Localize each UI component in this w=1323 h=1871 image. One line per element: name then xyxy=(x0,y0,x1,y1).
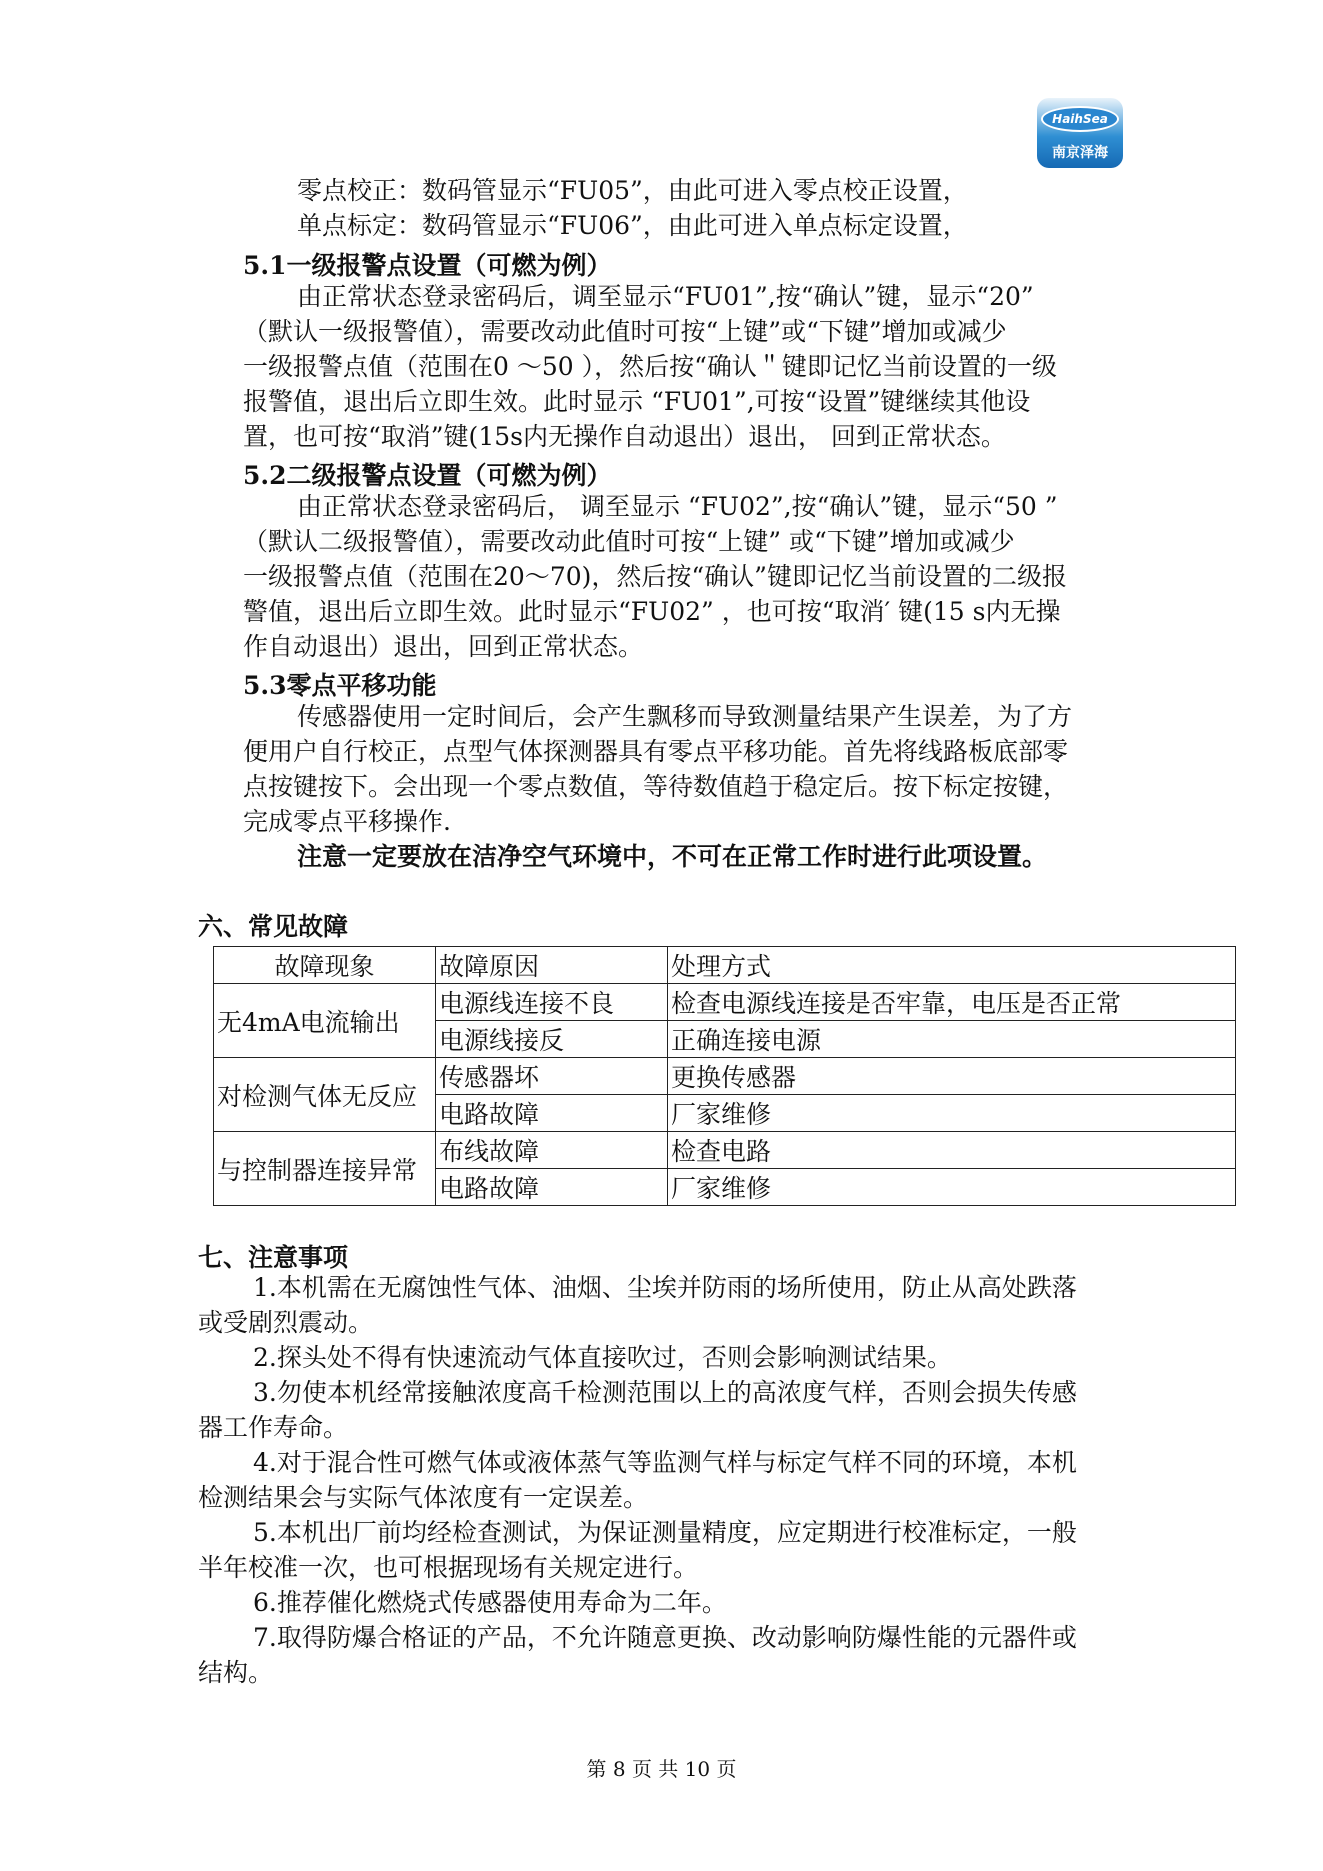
logo-company-name: 南京泽海 xyxy=(1052,145,1108,161)
table-row xyxy=(214,1058,1236,1095)
section-5-3-title: 5.3零点平移功能 xyxy=(243,671,437,700)
table-cell-solution: 厂家维修 xyxy=(668,1095,1236,1132)
notice-item-line: 5.本机出厂前均经检查测试，为保证测量精度，应定期进行校准标定，一般 xyxy=(253,1518,1077,1547)
table-cell-solution: 检查电源线连接是否牢靠，电压是否正常 xyxy=(668,984,1236,1021)
notice-item-line: 半年校准一次，也可根据现场有关规定进行。 xyxy=(198,1553,699,1582)
table-header-cell: 故障原因 xyxy=(436,947,668,984)
section-5-2-line: 作自动退出）退出，回到正常状态。 xyxy=(243,632,644,661)
fault-table xyxy=(213,946,1236,1206)
table-cell-cause: 电路故障 xyxy=(436,1095,668,1132)
section-5-1-line: 置，也可按“取消”键(15s内无操作自动退出）退出， 回到正常状态。 xyxy=(243,422,1006,451)
table-cell-cause: 电源线接反 xyxy=(436,1021,668,1058)
notice-item-line: 1.本机需在无腐蚀性气体、油烟、尘埃并防雨的场所使用，防止从高处跌落 xyxy=(253,1273,1077,1302)
table-cell-solution: 检查电路 xyxy=(668,1132,1236,1169)
section-5-1-line: 由正常状态登录密码后，调至显示“FU01”,按“确认”键，显示“20” xyxy=(297,282,1034,311)
notice-item-line: 4.对于混合性可燃气体或液体蒸气等监测气样与标定气样不同的环境，本机 xyxy=(253,1448,1077,1477)
notice-item-line: 2.探头处不得有快速流动气体直接吹过，否则会影响测试结果。 xyxy=(253,1343,952,1372)
table-cell-cause: 电路故障 xyxy=(436,1169,668,1206)
section-6-title: 六、常见故障 xyxy=(198,912,349,941)
table-cell-solution: 正确连接电源 xyxy=(668,1021,1236,1058)
table-cell-solution: 厂家维修 xyxy=(668,1169,1236,1206)
table-row xyxy=(214,984,1236,1021)
table-cell-symptom: 与控制器连接异常 xyxy=(214,1132,436,1206)
section-5-2-line: 一级报警点值（范围在20～70)，然后按“确认”键即记忆当前设置的二级报 xyxy=(243,562,1067,591)
zero-calibration-line: 零点校正：数码管显示“FU05”，由此可进入零点校正设置， xyxy=(297,176,968,205)
page-footer: 第 8 页 共 10 页 xyxy=(586,1757,737,1781)
section-5-3-line: 完成零点平移操作. xyxy=(243,807,451,836)
single-point-calibration-line: 单点标定：数码管显示“FU06”，由此可进入单点标定设置， xyxy=(297,211,968,240)
section-5-1-line: （默认一级报警值），需要改动此值时可按“上键”或“下键”增加或减少 xyxy=(243,317,1007,346)
section-5-3-line: 便用户自行校正，点型气体探测器具有零点平移功能。首先将线路板底部零 xyxy=(243,737,1069,766)
section-5-2-line: 由正常状态登录密码后， 调至显示 “FU02”,按“确认”键，显示“50 ” xyxy=(297,492,1058,521)
section-5-2-title: 5.2二级报警点设置（可燃为例） xyxy=(243,461,612,490)
section-5-2-line: 警值，退出后立即生效。此时显示“FU02” ，也可按“取消′ 键(15 s内无操 xyxy=(243,597,1061,626)
table-cell-symptom: 无4mA电流输出 xyxy=(214,984,436,1058)
section-5-3-note: 注意一定要放在洁净空气环境中，不可在正常工作时进行此项设置。 xyxy=(297,842,1048,871)
section-5-3-line: 传感器使用一定时间后，会产生飘移而导致测量结果产生误差，为了方 xyxy=(297,702,1073,731)
section-5-3-line: 点按键按下。会出现一个零点数值，等待数值趋于稳定后。按下标定按键， xyxy=(243,772,1069,801)
notice-item-line: 3.勿使本机经常接触浓度高千检测范围以上的高浓度气样，否则会损失传感 xyxy=(253,1378,1077,1407)
notice-item-line: 结构。 xyxy=(198,1658,274,1687)
notice-item-line: 6.推荐催化燃烧式传感器使用寿命为二年。 xyxy=(253,1588,727,1617)
section-5-1-title: 5.1一级报警点设置（可燃为例） xyxy=(243,251,612,280)
notice-item-line: 检测结果会与实际气体浓度有一定误差。 xyxy=(198,1483,649,1512)
notice-item-line: 或受剧烈震动。 xyxy=(198,1308,374,1337)
table-cell-symptom: 对检测气体无反应 xyxy=(214,1058,436,1132)
section-5-1-line: 一级报警点值（范围在0 ～50 ），然后按“确认＂键即记忆当前设置的一级 xyxy=(243,352,1057,381)
section-7-title: 七、注意事项 xyxy=(198,1243,349,1272)
table-header-cell: 故障现象 xyxy=(214,947,436,984)
logo-brand-oval: HaihSea xyxy=(1041,106,1119,132)
company-logo xyxy=(1037,98,1123,168)
table-cell-cause: 传感器坏 xyxy=(436,1058,668,1095)
notice-item-line: 器工作寿命。 xyxy=(198,1413,349,1442)
table-header-row xyxy=(214,947,1236,984)
table-cell-cause: 布线故障 xyxy=(436,1132,668,1169)
table-cell-cause: 电源线连接不良 xyxy=(436,984,668,1021)
table-cell-solution: 更换传感器 xyxy=(668,1058,1236,1095)
notice-item-line: 7.取得防爆合格证的产品，不允许随意更换、改动影响防爆性能的元器件或 xyxy=(253,1623,1077,1652)
table-header-cell: 处理方式 xyxy=(668,947,1236,984)
section-5-1-line: 报警值，退出后立即生效。此时显示 “FU01”,可按“设置”键继续其他设 xyxy=(243,387,1031,416)
table-row xyxy=(214,1132,1236,1169)
section-5-2-line: （默认二级报警值），需要改动此值时可按“上键” 或“下键”增加或减少 xyxy=(243,527,1015,556)
